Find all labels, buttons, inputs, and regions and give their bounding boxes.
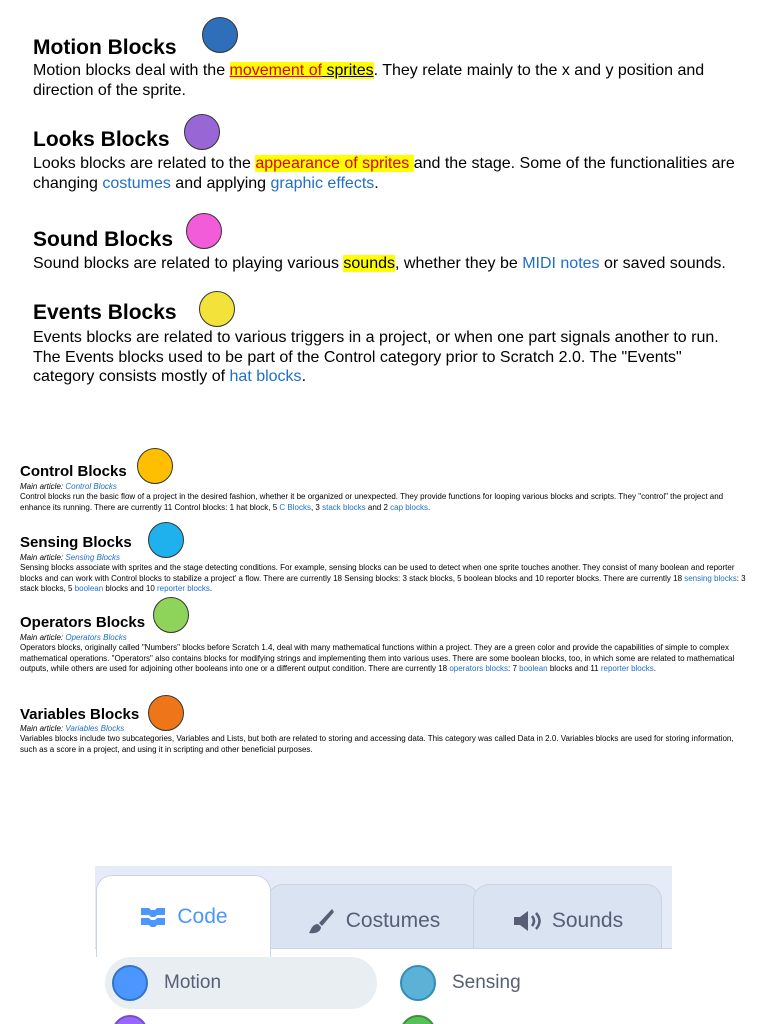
tab-label: Sounds [551, 908, 624, 932]
tab-costumes[interactable] [267, 884, 479, 956]
category-menu [95, 948, 672, 1024]
operators-category-dot [400, 1015, 436, 1024]
costumes-link[interactable]: costumes [102, 174, 171, 192]
scratch-editor-panel [95, 866, 672, 1024]
main-article: Main article: Operators Blocks [20, 633, 127, 642]
code-blocks-icon [139, 906, 167, 928]
paintbrush-icon [306, 906, 336, 936]
main-article: Main article: Sensing Blocks [20, 553, 121, 562]
looks-category-dot [112, 1015, 148, 1024]
events-color-dot [199, 291, 235, 327]
section-title: Motion Blocks [33, 36, 177, 59]
tab-code[interactable] [96, 875, 271, 957]
section-text: Events blocks are related to various triggers in a project, or when one part signals another to run. The Events blocks used to be part of the Control category prior to Scratch 2.0. The "Events" category consists mostly of hat blocks. [33, 329, 719, 385]
boolean-link[interactable]: boolean [519, 664, 548, 673]
main-article: Main article: Variables Blocks [20, 724, 125, 733]
category-sensing[interactable]: Sensing [400, 965, 521, 1001]
sensing-blocks-link[interactable]: sensing blocks [684, 573, 737, 583]
section-text: Sensing blocks associate with sprites and the stage detecting conditions. For example, sensing blocks can be used to detect when one sprite touches another. They consist of many boolean and reporter blocks and can work with Control blocks to stabilize a project' a flow. There are currently 18 Sensing blocks: 3 stack blocks, 5 boolean blocks and 10 reporter blocks. There are currently 18 sensing blocks: 3 stack blocks, 5 boolean blocks and 10 reporter blocks. [20, 563, 746, 593]
reporter-blocks-link[interactable]: reporter blocks [600, 664, 654, 673]
section-title: Looks Blocks [33, 128, 170, 151]
section-title: Control Blocks [20, 463, 127, 480]
hat-blocks-link[interactable]: hat blocks [229, 368, 302, 385]
section-title: Operators Blocks [20, 614, 146, 631]
section-title: Events Blocks [33, 301, 177, 324]
section-text: Looks blocks are related to the appearance of sprites and the stage. Some of the functionalities are changing costumes and applying graphic effects. [33, 155, 735, 192]
main-article: Main article: Control Blocks [20, 482, 117, 491]
highlight: sprites [322, 62, 374, 79]
tab-sounds[interactable] [473, 884, 662, 956]
section-title: Variables Blocks [20, 706, 140, 723]
section-title: Sound Blocks [33, 228, 174, 251]
main-article-link[interactable]: Operators Blocks [65, 633, 127, 642]
main-article-link[interactable]: Variables Blocks [65, 724, 125, 733]
reporter-blocks-link[interactable]: reporter blocks [156, 584, 210, 593]
cap-blocks-link[interactable]: cap blocks [390, 502, 428, 512]
highlight: sounds [343, 255, 395, 272]
main-article-link[interactable]: Control Blocks [65, 482, 117, 491]
section-text: Motion blocks deal with the movement of sprites. They relate mainly to the x and y position and direction of the sprite. [33, 62, 705, 99]
section-title: Sensing Blocks [20, 534, 132, 551]
c-blocks-link[interactable]: C Blocks [279, 502, 311, 512]
section-text: Sound blocks are related to playing various sounds, whether they be MIDI notes or saved sounds. [33, 255, 726, 272]
boolean-link[interactable]: boolean [74, 584, 104, 593]
highlight: movement of [229, 62, 323, 79]
tab-label: Code [177, 904, 228, 928]
motion-category-dot [112, 965, 148, 1001]
operators-color-dot [153, 597, 189, 633]
speaker-icon [512, 908, 542, 934]
midi-notes-link[interactable]: MIDI notes [522, 255, 600, 272]
variables-color-dot [148, 695, 184, 731]
operators-blocks-link[interactable]: operators blocks [449, 664, 509, 673]
motion-color-dot [202, 17, 238, 53]
tab-label: Costumes [345, 908, 441, 932]
category-motion[interactable]: Motion [112, 965, 221, 1001]
sensing-category-dot [400, 965, 436, 1001]
section-text: Operators blocks, originally called "Numbers" blocks before Scratch 1.4, deal with many mathematical functions within a project. They are a green color and provide the capabilities of simple to complex mathematical operations. "Operators" also contains blocks for modifying strings and implementing them into various uses. There are some boolean blocks, too, in which some are related to mathematical outputs, while others are used for adjoining other booleans into one or a different output condition. There are currently 18 operators blocks: 7 boolean blocks and 11 reporter blocks. [20, 643, 735, 673]
graphic-effects-link[interactable]: graphic effects [270, 174, 375, 192]
category-looks[interactable] [112, 1015, 164, 1024]
main-article-link[interactable]: Sensing Blocks [65, 553, 121, 562]
category-operators[interactable] [400, 1015, 452, 1024]
sensing-color-dot [148, 522, 184, 558]
looks-color-dot [184, 114, 220, 150]
sound-color-dot [186, 213, 222, 249]
control-color-dot [137, 448, 173, 484]
stack-blocks-link[interactable]: stack blocks [322, 502, 366, 512]
highlight: appearance of sprites [255, 155, 414, 172]
section-text: Control blocks run the basic flow of a project in the desired fashion, whether it be organized or unexpected. They provide functions for looping various blocks and scripts. They "control" the project and enhance its running. There are currently 11 Control blocks: 1 hat block, 5 C Blocks, 3 stack blocks and 2 cap blocks. [20, 492, 724, 512]
section-text: Variables blocks include two subcategories, Variables and Lists, but both are related to storing and accessing data. This category was called Data in 2.0. Variables blocks are used for storing information, such as a score in a project, and using it in scripting and other beneficial purposes. [20, 734, 734, 754]
